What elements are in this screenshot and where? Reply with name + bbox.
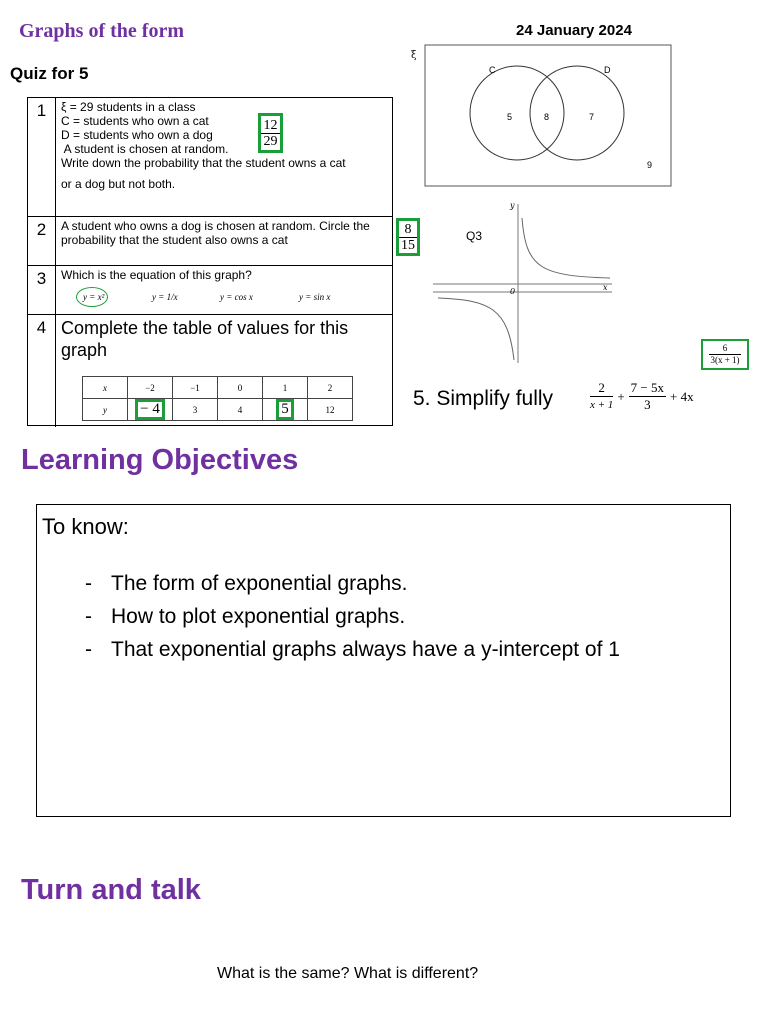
question-line: Write down the probability that the student owns a cat	[61, 156, 346, 170]
fraction-1-denominator: x + 1	[590, 399, 614, 411]
turn-and-talk-prompt: What is the same? What is different?	[217, 965, 479, 982]
origin-label: 0	[510, 287, 516, 296]
fraction-2	[629, 380, 666, 413]
answer-denominator: 29	[263, 134, 278, 149]
list-item	[85, 633, 645, 666]
question-line: A student is chosen at random.	[61, 142, 229, 156]
quiz-row-2	[28, 217, 392, 266]
graph-label: Q3	[466, 229, 483, 243]
table-cell	[128, 399, 173, 421]
plus-sign: +	[617, 388, 625, 404]
question-line: or a dog but not both.	[61, 177, 176, 191]
universal-symbol: ξ	[411, 50, 417, 61]
quiz-table	[27, 97, 393, 426]
region-c-only: 5	[507, 112, 513, 122]
q2-answer-box	[396, 218, 420, 256]
region-both: 8	[544, 112, 550, 122]
option-cos: y = cos x	[220, 292, 253, 302]
objectives-intro: To know:	[42, 514, 129, 539]
table-cell: 12	[308, 399, 353, 421]
set-c-circle	[470, 66, 564, 160]
quiz-row-3	[28, 266, 392, 315]
option-sin: y = sin x	[299, 292, 331, 302]
term-3: + 4x	[670, 388, 694, 404]
question-number: 4	[28, 315, 56, 427]
answer-numerator: 12	[261, 118, 280, 134]
fraction-1-numerator: 2	[590, 380, 613, 397]
learning-objectives-heading: Learning Objectives	[21, 444, 299, 476]
quiz-row-1	[28, 98, 392, 217]
venn-diagram	[405, 40, 675, 190]
answer-numerator: 6	[709, 343, 741, 355]
turn-and-talk-heading: Turn and talk	[21, 874, 201, 906]
table-cell: 3	[173, 399, 218, 421]
objective-text: That exponential graphs always have a y-intercept of 1	[111, 638, 620, 661]
table-cell: 2	[308, 377, 353, 399]
table-cell: 4	[218, 399, 263, 421]
table-cell: 0	[218, 377, 263, 399]
option-reciprocal: y = 1/x	[152, 292, 178, 302]
objective-text: How to plot exponential graphs.	[111, 605, 406, 628]
quiz-row-4	[28, 315, 392, 427]
table-cell: y	[83, 399, 128, 421]
answer-box: 5	[276, 399, 294, 420]
fraction-2-denominator: 3	[644, 397, 651, 412]
option-x-squared: y = x²	[83, 292, 105, 302]
answer-numerator: 8	[399, 222, 417, 238]
list-item	[85, 600, 645, 633]
answer-denominator: 15	[401, 238, 415, 253]
values-table	[82, 376, 353, 421]
question-line: C = students who own a cat	[61, 114, 209, 128]
table-cell: 1	[263, 377, 308, 399]
y-axis-label: y	[510, 201, 515, 210]
page-title: Graphs of the form	[19, 20, 184, 42]
table-cell: −2	[128, 377, 173, 399]
curve-negative	[438, 298, 514, 360]
learning-objectives-box	[36, 504, 731, 817]
q5-prompt: 5. Simplify fully	[413, 387, 554, 410]
question-number: 1	[28, 98, 56, 216]
question-line: ξ = 29 students in a class	[61, 100, 196, 114]
objective-text: The form of exponential graphs.	[111, 572, 408, 595]
question-line: D = students who own a dog	[61, 128, 213, 142]
table-row	[83, 377, 353, 399]
question-text: Which is the equation of this graph?	[61, 268, 252, 282]
lesson-date: 24 January 2024	[516, 22, 632, 39]
set-c-label: C	[489, 65, 496, 75]
reciprocal-graph	[430, 198, 620, 368]
list-item	[85, 567, 645, 600]
dash-bullet: -	[85, 605, 92, 628]
table-cell	[263, 399, 308, 421]
region-d-only: 7	[589, 112, 595, 122]
question-text: Complete the table of values for this graph	[61, 318, 349, 360]
question-number: 3	[28, 266, 56, 314]
table-row	[83, 399, 353, 421]
answer-box: − 4	[135, 399, 165, 420]
question-text: A student who owns a dog is chosen at random. Circle the probability that the student also owns a cat	[61, 219, 370, 247]
fraction-1	[590, 380, 613, 413]
region-neither: 9	[647, 160, 653, 170]
x-axis-label: x	[603, 283, 608, 292]
curve-positive	[522, 218, 610, 278]
table-cell: −1	[173, 377, 218, 399]
question-text	[61, 100, 388, 191]
answer-denominator: 3(x + 1)	[710, 355, 740, 365]
q5-answer-box	[701, 339, 749, 370]
dash-bullet: -	[85, 572, 92, 595]
fraction-2-numerator: 7 − 5x	[630, 380, 664, 395]
question-number: 2	[28, 217, 56, 265]
set-d-label: D	[604, 65, 611, 75]
answer-box	[258, 113, 283, 153]
objectives-list	[85, 567, 645, 666]
quiz-title: Quiz for 5	[10, 64, 89, 83]
dash-bullet: -	[85, 638, 92, 661]
table-cell: x	[83, 377, 128, 399]
q5-expression	[590, 380, 694, 413]
